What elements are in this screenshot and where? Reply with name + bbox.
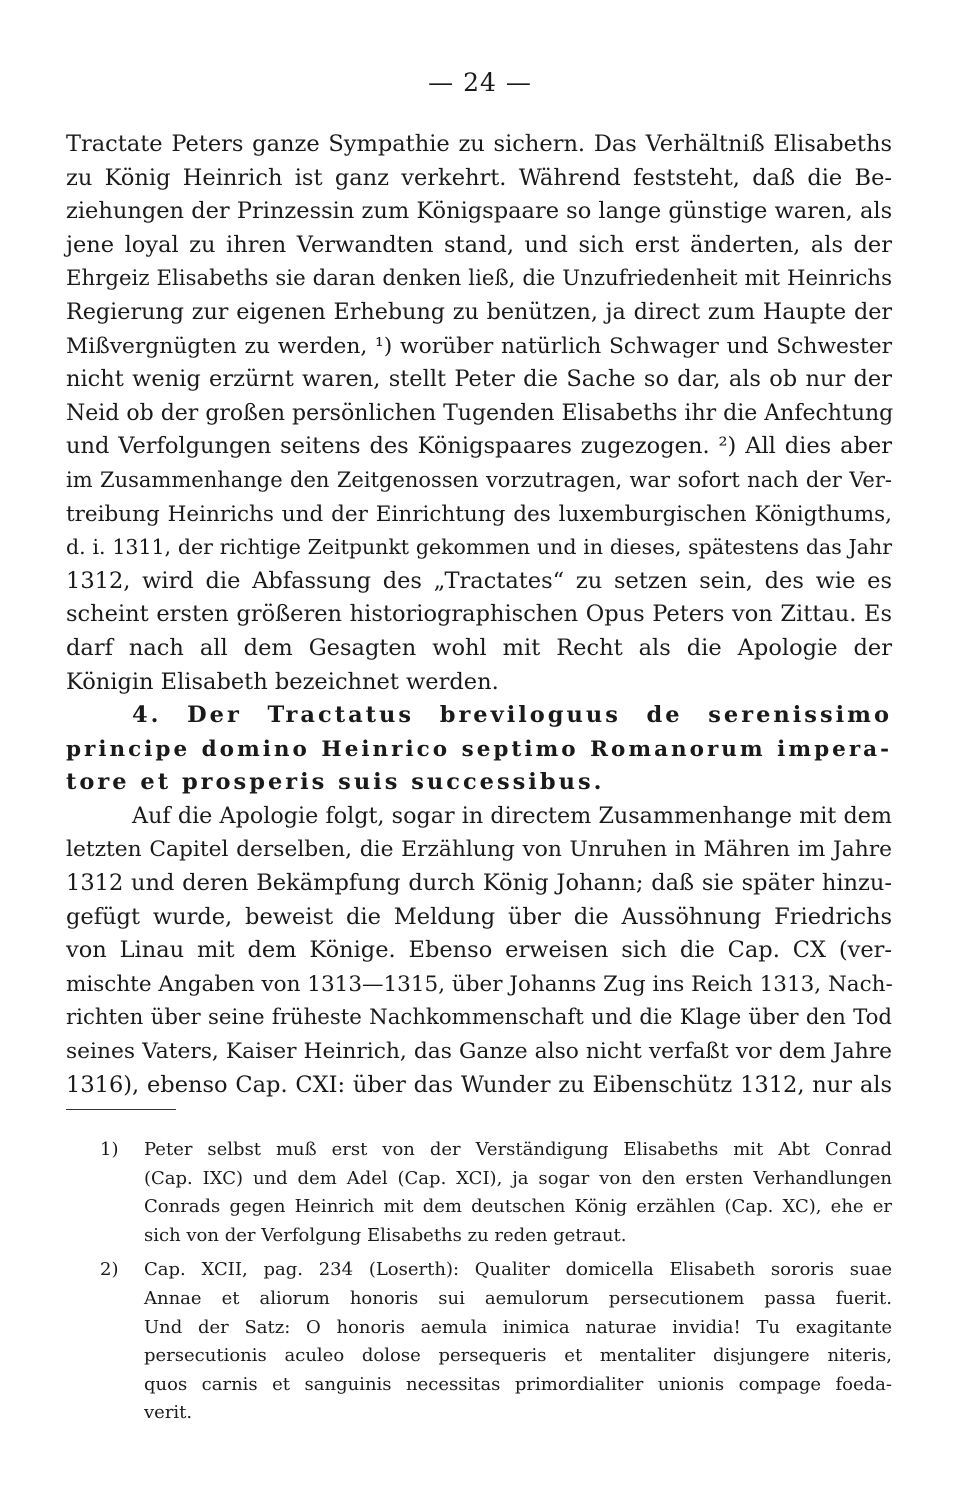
section-heading [66, 699, 892, 800]
text-line: Regierung zur eigenen Erhebung zu benützen, ja direct zum Haupte der [66, 298, 892, 325]
footnote-line: Peter selbst muß erst von der Verständigung Elisabeths mit Abt Conrad [144, 1139, 892, 1160]
text-line: zu König Heinrich ist ganz verkehrt. Während feststeht, daß die Be- [66, 164, 892, 191]
footnote-marker: 1) [100, 1139, 119, 1160]
footnote-1 [100, 1136, 892, 1250]
heading-line: principe domino Heinrico septimo Romanorum impera- [66, 736, 892, 762]
text-line: Neid ob der großen persönlichen Tugenden Elisabeths ihr die Anfechtung [66, 400, 894, 426]
text-line: letzten Capitel derselben, die Erzählung von Unruhen in Mähren im Jahre [66, 837, 892, 863]
heading-line: tore et prosperis suis successibus. [66, 769, 605, 796]
text-line: ziehungen der Prinzessin zum Königspaare so lange günstige waren, als [66, 198, 893, 225]
text-line: von Linau mit dem Könige. Ebenso erweisen sich die Cap. CX (ver- [66, 937, 892, 964]
footnote-line: quos carnis et sanguinis necessitas primordialiter unionis compage foeda- [144, 1373, 892, 1395]
page-number: — 24 — [428, 68, 532, 97]
footnotes [100, 1136, 892, 1434]
footnote-line: Und der Satz: O honoris aemula inimica naturae invidia! Tu exagitante [144, 1316, 892, 1338]
footnote-line: Conrads gegen Heinrich mit dem deutschen König erzählen (Cap. XC), ehe er [144, 1196, 892, 1218]
footnote-line: verit. [144, 1402, 193, 1424]
text-line: jene loyal zu ihren Verwandten stand, und sich erst änderten, als der [66, 231, 892, 258]
text-line: richten über seine früheste Nachkommenschaft und die Klage über den Tod [66, 1005, 892, 1031]
text-line: d. i. 1311, der richtige Zeitpunkt gekommen und in dieses, spätestens das Jahr [66, 535, 892, 560]
footnote-2 [100, 1256, 892, 1428]
heading-line: 4. Der Tractatus breviloguus de serenissimo [132, 702, 892, 729]
text-line: treibung Heinrichs und der Einrichtung des luxemburgischen Königthums, [66, 501, 892, 527]
text-line: Auf die Apologie folgt, sogar in directem Zusammenhange mit dem [132, 802, 892, 829]
text-line: und Verfolgungen seitens des Königspaares zugezogen. ²) All dies aber [66, 433, 892, 460]
text-line: mischte Angaben von 1313—1315, über Johanns Zug ins Reich 1313, Nach- [66, 971, 893, 997]
footnote-line: sich von der Verfolgung Elisabeths zu reden getraut. [144, 1224, 627, 1246]
text-line: seines Vaters, Kaiser Heinrich, das Ganze also nicht verfaßt vor dem Jahre [66, 1039, 892, 1065]
footnote-line: persecutionis aculeo dolose persequeris et mentaliter disjungere niteris, [144, 1345, 892, 1367]
footnote-line: Annae et aliorum honoris sui aemulorum persecutionem passa fuerit. [144, 1287, 892, 1309]
text-line: 1312 und deren Bekämpfung durch König Johann; daß sie später hinzu- [66, 870, 892, 897]
footnote-line: Cap. XCII, pag. 234 (Loserth): Qualiter domicella Elisabeth sororis suae [144, 1259, 892, 1281]
text-line: 1316), ebenso Cap. CXI: über das Wunder zu Eibenschütz 1312, nur als [66, 1071, 892, 1098]
text-line: Ehrgeiz Elisabeths sie daran denken ließ, die Unzufriedenheit mit Heinrichs [66, 266, 892, 292]
text-line: gefügt wurde, beweist die Meldung über die Aussöhnung Friedrichs [66, 903, 892, 930]
main-text [66, 128, 892, 1102]
text-line: Tractate Peters ganze Sympathie zu sichern. Das Verhältniß Elisabeths [66, 131, 892, 157]
footnote-divider [66, 1109, 176, 1110]
footnote-marker: 2) [100, 1259, 119, 1281]
text-line: Mißvergnügten zu werden, ¹) worüber natürlich Schwager und Schwester [66, 333, 892, 359]
text-line: scheint ersten größeren historiographischen Opus Peters von Zittau. Es [66, 601, 892, 628]
paragraph-2 [66, 800, 892, 1102]
text-line: Königin Elisabeth bezeichnet werden. [66, 668, 499, 695]
text-line: im Zusammenhange den Zeitgenossen vorzutragen, war sofort nach der Ver- [66, 467, 892, 492]
paragraph-1 [66, 128, 892, 699]
text-line: darf nach all dem Gesagten wohl mit Recht als die Apologie der [66, 634, 892, 661]
footnote-line: (Cap. IXC) und dem Adel (Cap. XCI), ja sogar von den ersten Verhandlungen [144, 1167, 892, 1189]
text-line: 1312, wird die Abfassung des „Tractates“ zu setzen sein, des wie es [66, 567, 892, 594]
text-line: nicht wenig erzürnt waren, stellt Peter die Sache so dar, als ob nur der [66, 366, 892, 393]
